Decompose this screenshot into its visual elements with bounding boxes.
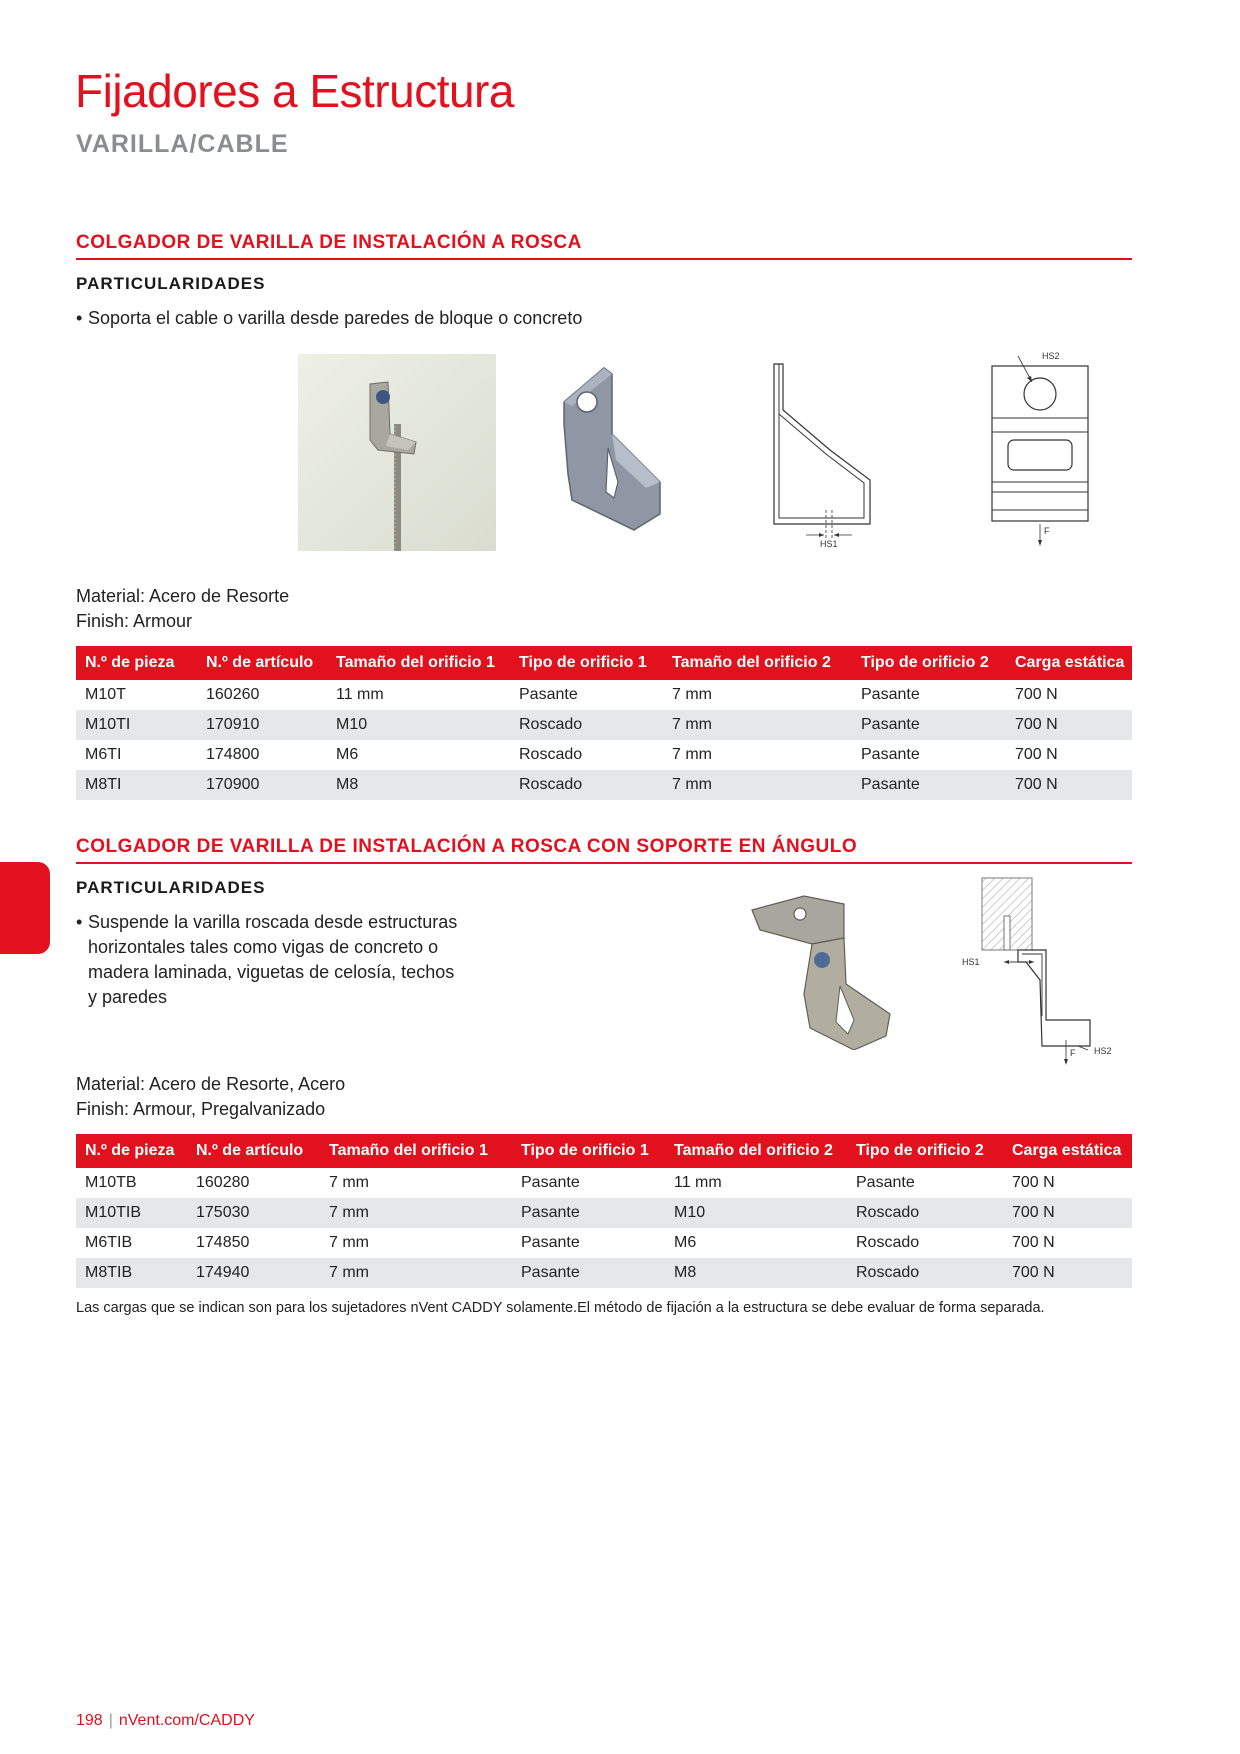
table-cell: 700 N [1015, 686, 1058, 703]
table-cell: M10TIB [76, 1198, 187, 1228]
table-cell: M6TIB [85, 1234, 133, 1251]
table-row [76, 770, 1132, 800]
table-cell: Pasante [521, 1234, 580, 1251]
section1-finish: Finish: Armour [76, 611, 193, 631]
table-row [76, 680, 1132, 710]
col-header: N.º de pieza [76, 1134, 187, 1168]
table-cell: Pasante [512, 1258, 665, 1288]
col-header: N.º de artículo [197, 646, 327, 680]
section1-side-diagram [766, 346, 906, 551]
section2-bullet-line: y paredes [88, 987, 168, 1007]
table-cell: 700 N [1003, 1258, 1132, 1288]
section1-bullet: • Soporta el cable o varilla desde paredes de bloque o concreto [76, 306, 582, 331]
section2-diagram-hs1-label: HS1 [962, 957, 980, 967]
table-cell: 700 N [1012, 1234, 1055, 1251]
table-cell: 7 mm [320, 1258, 512, 1288]
col-header: Tamaño del orificio 1 [320, 1134, 512, 1168]
table-cell: 160260 [206, 686, 260, 703]
section1-diagram-hs2-label: HS2 [1042, 351, 1060, 361]
page-number: 198 [76, 1712, 103, 1729]
table-cell: M6 [336, 746, 359, 763]
table-cell: 700 N [1006, 710, 1132, 740]
table-cell: M10TB [85, 1174, 137, 1191]
table-cell: Roscado [510, 710, 663, 740]
table-cell: Pasante [512, 1198, 665, 1228]
table-cell: Pasante [852, 710, 1006, 740]
table-cell: 174850 [196, 1234, 250, 1251]
table-row [76, 1228, 1132, 1258]
table-cell: M6TI [85, 746, 122, 763]
table-cell: 7 mm [663, 770, 852, 800]
col-header: Tamaño del orificio 2 [665, 1134, 847, 1168]
col-header: Carga estática [1003, 1134, 1132, 1168]
side-section-tab [0, 862, 50, 954]
table-cell: Roscado [847, 1258, 1003, 1288]
section1-diagram-f-label: F [1044, 526, 1050, 536]
section2-features-heading: PARTICULARIDADES [76, 878, 266, 897]
table-cell: Pasante [519, 686, 578, 703]
section2-material: Material: Acero de Resorte, Acero [76, 1074, 346, 1094]
table-cell: M8 [327, 770, 510, 800]
footer-site-link[interactable]: nVent.com/CADDY [118, 1712, 255, 1729]
col-header: Tamaño del orificio 1 [327, 646, 510, 680]
section2-diagram-f-label: F [1070, 1048, 1076, 1058]
table-header-row [76, 646, 1132, 680]
table-cell: M8 [665, 1258, 847, 1288]
section1-material: Material: Acero de Resorte [76, 586, 290, 606]
section2-heading: COLGADOR DE VARILLA DE INSTALACIÓN A ROSCA CON SOPORTE EN ÁNGULO [76, 836, 1132, 864]
table-cell: 7 mm [329, 1174, 369, 1191]
table-cell: 7 mm [663, 710, 852, 740]
section1-heading: COLGADOR DE VARILLA DE INSTALACIÓN A ROSCA [76, 232, 1132, 260]
table-cell: Roscado [856, 1234, 920, 1251]
table-cell: 7 mm [320, 1198, 512, 1228]
table-cell: M8TIB [76, 1258, 187, 1288]
table-row [76, 1198, 1132, 1228]
table-cell: Pasante [521, 1174, 580, 1191]
table-cell: Roscado [847, 1198, 1003, 1228]
section1-installed-photo [298, 354, 496, 551]
table-cell: 160280 [196, 1174, 250, 1191]
col-header: Tamaño del orificio 2 [663, 646, 852, 680]
section2-diagram-hs2-label: HS2 [1094, 1046, 1112, 1056]
section1-bullet-list [76, 306, 582, 331]
table-cell: 7 mm [672, 746, 712, 763]
table-cell: 11 mm [674, 1174, 722, 1191]
table-cell: 170900 [197, 770, 327, 800]
col-header: Tipo de orificio 1 [512, 1134, 665, 1168]
col-header: N.º de artículo [187, 1134, 320, 1168]
table-header-row [76, 1134, 1132, 1168]
table-cell: 700 N [1015, 746, 1058, 763]
table-cell: M10TI [76, 710, 197, 740]
section2-bullet-list [76, 910, 496, 1010]
table-cell: 7 mm [672, 686, 712, 703]
section1-spec-table [76, 646, 1132, 800]
table-row [76, 1258, 1132, 1288]
footer-separator: | [108, 1712, 113, 1729]
table-cell: 7 mm [329, 1234, 369, 1251]
table-cell: M10 [327, 710, 510, 740]
page-subtitle: VARILLA/CABLE [76, 130, 289, 158]
section1-diagram-hs1-label: HS1 [820, 539, 838, 549]
section2-product-photo [750, 894, 892, 1050]
table-cell: Pasante [856, 1174, 915, 1191]
table-cell: 700 N [1003, 1198, 1132, 1228]
table-cell: Pasante [861, 746, 920, 763]
section1-features-heading: PARTICULARIDADES [76, 274, 266, 293]
section2-bullet-line: madera laminada, viguetas de celosía, techos [88, 962, 455, 982]
table-cell: M10 [665, 1198, 847, 1228]
section2-bullet-line: horizontales tales como vigas de concreto o [88, 937, 439, 957]
table-cell: Pasante [861, 686, 920, 703]
table-cell: M8TI [76, 770, 197, 800]
section2-finish: Finish: Armour, Pregalvanizado [76, 1099, 326, 1119]
table-cell: 175030 [187, 1198, 320, 1228]
table-cell: M6 [674, 1234, 697, 1251]
table-cell: 700 N [1006, 770, 1132, 800]
col-header: Carga estática [1006, 646, 1132, 680]
table-cell: 170910 [197, 710, 327, 740]
col-header: Tipo de orificio 2 [852, 646, 1006, 680]
table-cell: Roscado [519, 746, 583, 763]
table-cell: 174940 [187, 1258, 320, 1288]
table-row [76, 1168, 1132, 1198]
page-footer [76, 1712, 255, 1730]
table-row [76, 740, 1132, 770]
section1-front-diagram [978, 346, 1108, 551]
table-cell: Pasante [852, 770, 1006, 800]
page-title: Fijadores a Estructura [75, 65, 514, 117]
section2-spec-table [76, 1134, 1132, 1288]
section2-bullet [76, 910, 496, 1010]
table-row [76, 710, 1132, 740]
col-header: Tipo de orificio 2 [847, 1134, 1003, 1168]
section1-product-photo [556, 364, 666, 534]
section2-side-diagram [960, 870, 1130, 1065]
table-cell: M10T [85, 686, 126, 703]
col-header: N.º de pieza [76, 646, 197, 680]
section2-bullet-line: • Suspende la varilla roscada desde estructuras [88, 912, 458, 932]
table-cell: 174800 [206, 746, 260, 763]
table-cell: 700 N [1012, 1174, 1055, 1191]
col-header: Tipo de orificio 1 [510, 646, 663, 680]
table-cell: 11 mm [336, 686, 384, 703]
load-disclaimer-note: Las cargas que se indican son para los sujetadores nVent CADDY solamente.El método de fijación a la estructura se debe evaluar de forma separada. [76, 1300, 1045, 1316]
table-cell: Roscado [510, 770, 663, 800]
